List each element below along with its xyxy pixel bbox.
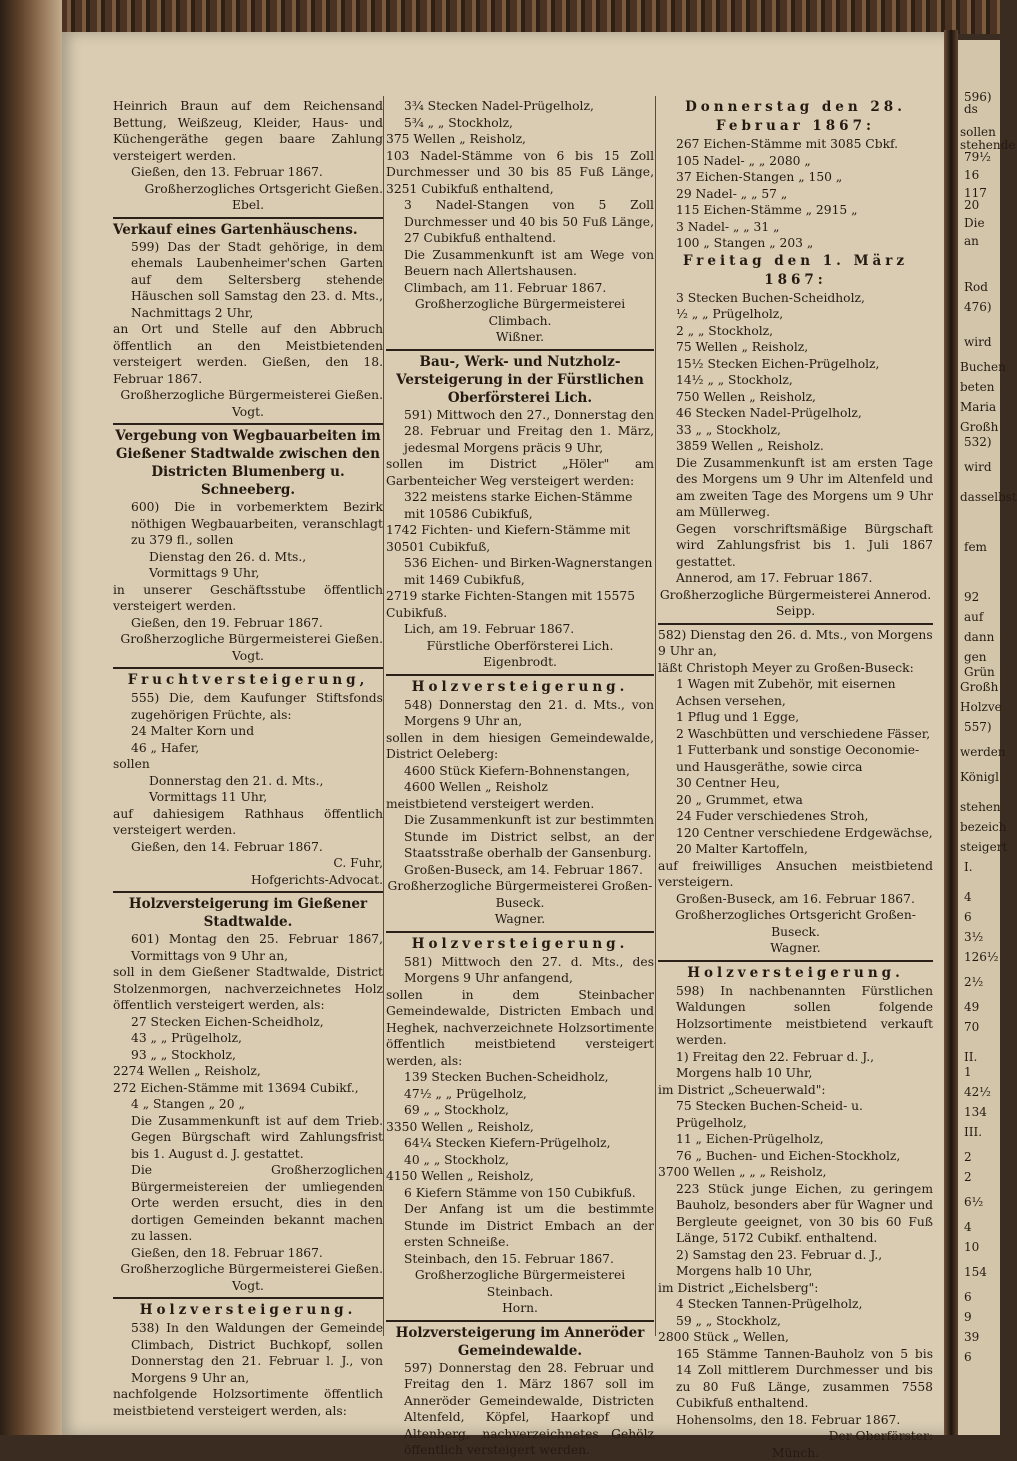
next-page-text: 2 — [964, 1150, 972, 1164]
column-3 — [658, 98, 933, 1461]
next-page-text: 596) — [964, 90, 992, 104]
text-line: läßt Christoph Meyer zu Großen-Buseck: — [658, 660, 933, 677]
next-page-text: werden — [960, 745, 1006, 759]
text-line: Heinrich Braun auf dem Reichensand Bettung, Weißzeug, Kleider, Haus- und Küchengeräthe gegen baare Zahlung versteigert werden. — [113, 98, 383, 164]
text-line: Großen-Buseck, am 16. Februar 1867. — [658, 891, 933, 908]
text-line: im District „Scheuerwald": — [658, 1082, 933, 1099]
text-line: 115 Eichen-Stämme „ 2915 „ — [658, 202, 933, 219]
text-line: 4 „ Stangen „ 20 „ — [113, 1096, 383, 1113]
text-line: 1742 Fichten- und Kiefern-Stämme mit 30501 Cubikfuß, — [386, 522, 654, 555]
next-page-text: 79½ — [964, 150, 991, 164]
next-page-text: dasselbst — [960, 490, 1017, 504]
section-rule — [386, 674, 654, 676]
spaced-heading: Donnerstag den 28. Februar 1867: — [658, 98, 933, 136]
section-rule — [113, 217, 383, 219]
text-line: Eigenbrodt. — [386, 654, 654, 671]
next-page-text: Großh — [960, 680, 998, 694]
column-divider — [655, 96, 656, 1336]
text-line: 105 Nadel- „ „ 2080 „ — [658, 153, 933, 170]
next-page-text: fem — [964, 540, 987, 554]
text-line: 582) Dienstag den 26. d. Mts., von Morgens 9 Uhr an, — [658, 627, 933, 660]
section-rule — [113, 1297, 383, 1299]
text-line: 47½ „ „ Prügelholz, — [386, 1086, 654, 1103]
text-line: Großherzogliche Bürgermeisterei Steinbach. — [386, 1267, 654, 1300]
text-line: im District „Eichelsberg": — [658, 1280, 933, 1297]
text-line: Großherzogliche Bürgermeisterei Climbach. — [386, 296, 654, 329]
text-line: 33 „ „ Stockholz, — [658, 422, 933, 439]
next-page-text: Maria — [960, 400, 996, 414]
next-page-text: 9 — [964, 1310, 972, 1324]
next-page-text: stehen — [960, 800, 1001, 814]
text-line: 5¾ „ „ Stockholz, — [386, 115, 654, 132]
text-line: Gießen, den 18. Februar 1867. — [113, 1245, 383, 1262]
text-line: Hofgerichts-Advocat. — [113, 872, 383, 889]
text-line: 15½ Stecken Eichen-Prügelholz, — [658, 356, 933, 373]
text-line: Münch. — [658, 1445, 933, 1461]
text-line: 3 Nadel- „ „ 31 „ — [658, 219, 933, 236]
next-page-text: Buchen — [960, 360, 1006, 374]
text-line: 46 „ Hafer, — [113, 740, 383, 757]
next-page-text: auf — [964, 610, 983, 624]
section-rule — [386, 1320, 654, 1322]
next-page-fragment — [958, 40, 1000, 1435]
next-page-text: 3½ — [964, 930, 983, 944]
next-page-text: 10 — [964, 1240, 979, 1254]
next-page-text: 2 — [964, 1170, 972, 1184]
text-line: Großherzogliche Bürgermeisterei Annerod. — [658, 587, 933, 604]
text-line: Großherzogliches Ortsgericht Großen-Buseck. — [658, 907, 933, 940]
text-line: 120 Centner verschiedene Erdgewächse, — [658, 825, 933, 842]
next-page-text: sollen — [960, 125, 996, 139]
next-page-text: 126½ — [964, 950, 999, 964]
text-line: Vogt. — [113, 1278, 383, 1295]
text-line: Climbach, am 11. Februar 1867. — [386, 280, 654, 297]
next-page-text: Die — [964, 216, 985, 230]
spaced-heading: Holzversteigerung. — [113, 1301, 383, 1320]
text-line: Vogt. — [113, 404, 383, 421]
next-page-text: 4 — [964, 890, 972, 904]
book-gutter — [944, 30, 958, 1435]
next-page-text: bezeich — [960, 820, 1007, 834]
text-line: Gießen, den 13. Februar 1867. — [113, 164, 383, 181]
text-line: Der Anfang ist um die bestimmte Stunde im District Embach an der ersten Schneiße. — [386, 1201, 654, 1251]
text-line: Ebel. — [113, 197, 383, 214]
next-page-text: 6 — [964, 1290, 972, 1304]
section-heading: Holzversteigerung im Gießener Stadtwalde. — [113, 895, 383, 931]
text-line: Vormittags 9 Uhr, — [113, 565, 383, 582]
text-line: Großherzogliche Bürgermeisterei Gießen. — [113, 631, 383, 648]
text-line: Großherzogliche Bürgermeisterei Großen-Buseck. — [386, 878, 654, 911]
text-line: Wißner. — [386, 329, 654, 346]
text-line: Vormittags 11 Uhr, — [113, 789, 383, 806]
text-line: 93 „ „ Stockholz, — [113, 1047, 383, 1064]
next-page-text: Königl — [960, 770, 999, 784]
next-page-text: 557) — [964, 720, 992, 734]
text-line: 2 „ „ Stockholz, — [658, 323, 933, 340]
text-line: 597) Donnerstag den 28. Februar und Freitag den 1. März 1867 soll im Anneröder Gemeindewalde, Districten Altenfeld, Köpfel, Haarkopf und Altenberg, nachverzeichnetes Gehölz öffentlich versteigert werden. — [386, 1360, 654, 1459]
text-line: 3859 Wellen „ Reisholz. — [658, 438, 933, 455]
next-page-text: III. — [964, 1125, 982, 1139]
text-line: 223 Stück junge Eichen, zu geringem Bauholz, besonders aber für Wagner und Bergleute geeignet, von 30 bis 60 Fuß Länge, 5172 Cubikf. enthaltend. — [658, 1181, 933, 1247]
text-line: nachfolgende Holzsortimente öffentlich meistbietend versteigert werden, als: — [113, 1386, 383, 1419]
spaced-heading: Holzversteigerung. — [386, 678, 654, 697]
column-2 — [386, 98, 654, 1459]
text-line: 75 Wellen „ Reisholz, — [658, 339, 933, 356]
next-page-text: gen — [964, 650, 987, 664]
text-line: 272 Eichen-Stämme mit 13694 Cubikf., — [113, 1080, 383, 1097]
text-line: 165 Stämme Tannen-Bauholz von 5 bis 14 Zoll mittlerem Durchmesser und bis zu 80 Fuß Länge, zusammen 7558 Cubikfuß enthaltend. — [658, 1346, 933, 1412]
text-line: 538) In den Waldungen der Gemeinde Climbach, District Buchkopf, sollen Donnerstag den 21. Februar l. J., von Morgens 9 Uhr an, — [113, 1320, 383, 1386]
text-line: 750 Wellen „ Reisholz, — [658, 389, 933, 406]
text-line: soll in dem Gießener Stadtwalde, District Stolzenmorgen, nachverzeichnetes Holz öffentlich versteigert werden, als: — [113, 964, 383, 1014]
next-page-text: 92 — [964, 590, 979, 604]
next-page-text: steigert — [960, 840, 1007, 854]
text-line: ½ „ „ Prügelholz, — [658, 306, 933, 323]
text-line: sollen — [113, 756, 383, 773]
next-page-text: 16 — [964, 168, 979, 182]
section-heading: Vergebung von Wegbauarbeiten im Gießener Stadtwalde zwischen den Districten Blumenberg u. Schneeberg. — [113, 427, 383, 499]
text-line: 2719 starke Fichten-Stangen mit 15575 Cubikfuß. — [386, 588, 654, 621]
text-line: 24 Fuder verschiedenes Stroh, — [658, 808, 933, 825]
text-line: 600) Die in vorbemerktem Bezirk nöthigen Wegbauarbeiten, veranschlagt zu 379 fl., sollen — [113, 499, 383, 549]
text-line: 29 Nadel- „ „ 57 „ — [658, 186, 933, 203]
next-page-text: wird — [964, 460, 992, 474]
next-page-text: 4 — [964, 1220, 972, 1234]
next-page-text: an — [964, 234, 979, 248]
text-line: 3¾ Stecken Nadel-Prügelholz, — [386, 98, 654, 115]
text-line: 267 Eichen-Stämme mit 3085 Cbkf. — [658, 136, 933, 153]
next-page-text: 39 — [964, 1330, 979, 1344]
section-rule — [113, 667, 383, 669]
text-line: Seipp. — [658, 603, 933, 620]
next-page-text: 2½ — [964, 975, 983, 989]
next-page-text: ds — [964, 102, 978, 116]
next-page-text: beten — [960, 380, 994, 394]
text-line: Die Zusammenkunft ist zur bestimmten Stunde im District selbst, an der Staatsstraße oberhalb der Gansenburg. — [386, 812, 654, 862]
section-rule — [658, 960, 933, 962]
next-page-text: Holzve — [960, 700, 1002, 714]
text-line: 14½ „ „ Stockholz, — [658, 372, 933, 389]
book-binding-edge — [0, 0, 62, 1435]
next-page-text: 1 — [964, 1065, 972, 1079]
text-line: 75 Stecken Buchen-Scheid- u. Prügelholz, — [658, 1098, 933, 1131]
text-line: Die Zusammenkunft ist auf dem Trieb. Gegen Bürgschaft wird Zahlungsfrist bis 1. August d. J. gestattet. — [113, 1113, 383, 1163]
text-line: Die Zusammenkunft ist am ersten Tage des Morgens um 9 Uhr im Altenfeld und am zweiten Tage des Morgens um 9 Uhr am Müllerweg. — [658, 455, 933, 521]
text-line: Fürstliche Oberförsterei Lich. — [386, 638, 654, 655]
next-page-text: 6 — [964, 1350, 972, 1364]
section-rule — [113, 423, 383, 425]
text-line: C. Fuhr, — [113, 855, 383, 872]
next-page-text: 476) — [964, 300, 992, 314]
text-line: 2274 Wellen „ Reisholz, — [113, 1063, 383, 1080]
text-line: Gießen, den 14. Februar 1867. — [113, 839, 383, 856]
text-line: 581) Mittwoch den 27. d. Mts., des Morgens 9 Uhr anfangend, — [386, 954, 654, 987]
next-page-text: stehende — [960, 138, 1015, 152]
next-page-text: Rod — [964, 280, 988, 294]
section-rule — [113, 891, 383, 893]
text-line: 20 Malter Kartoffeln, — [658, 841, 933, 858]
text-line: 548) Donnerstag den 21. d. Mts., von Morgens 9 Uhr an, — [386, 697, 654, 730]
next-page-text: 154 — [964, 1265, 987, 1279]
text-line: 4600 Wellen „ Reisholz — [386, 779, 654, 796]
text-line: Der Oberförster: — [658, 1428, 933, 1445]
text-line: 4150 Wellen „ Reisholz, — [386, 1168, 654, 1185]
next-page-text: 6 — [964, 910, 972, 924]
book-top-edge — [0, 0, 1000, 34]
text-line: sollen im District „Höler" am Garbenteicher Weg versteigert werden: — [386, 456, 654, 489]
spaced-heading: Freitag den 1. März 1867: — [658, 252, 933, 290]
text-line: 555) Die, dem Kaufunger Stiftsfonds zugehörigen Früchte, als: — [113, 690, 383, 723]
text-line: Hohensolms, den 18. Februar 1867. — [658, 1412, 933, 1429]
next-page-text: Grün — [964, 665, 995, 679]
text-line: meistbietend versteigert werden. — [386, 796, 654, 813]
next-page-text: II. — [964, 1050, 977, 1064]
spaced-heading: Holzversteigerung. — [386, 935, 654, 954]
text-line: Großherzogliches Ortsgericht Gießen. — [113, 181, 383, 198]
text-line: 598) In nachbenannten Fürstlichen Waldungen sollen folgende Holzsortimente meistbietend verkauft werden. — [658, 983, 933, 1049]
text-line: 6 Kiefern Stämme von 150 Cubikfuß. — [386, 1185, 654, 1202]
section-rule — [386, 349, 654, 351]
text-line: Großherzogliche Bürgermeisterei Gießen. — [113, 387, 383, 404]
text-line: 139 Stecken Buchen-Scheidholz, — [386, 1069, 654, 1086]
section-rule — [658, 623, 933, 625]
text-line: 1 Wagen mit Zubehör, mit eisernen Achsen versehen, — [658, 676, 933, 709]
text-line: 43 „ „ Prügelholz, — [113, 1030, 383, 1047]
text-line: 24 Malter Korn und — [113, 723, 383, 740]
text-line: an Ort und Stelle auf den Abbruch öffentlich an den Meistbietenden versteigert werden. Gießen, den 18. Februar 1867. — [113, 321, 383, 387]
text-line: Annerod, am 17. Februar 1867. — [658, 570, 933, 587]
text-line: Großen-Buseck, am 14. Februar 1867. — [386, 862, 654, 879]
text-line: Wagner. — [658, 940, 933, 957]
text-line: 536 Eichen- und Birken-Wagnerstangen mit 1469 Cubikfuß, — [386, 555, 654, 588]
section-heading: Bau-, Werk- und Nutzholz-Versteigerung in der Fürstlichen Oberförsterei Lich. — [386, 353, 654, 407]
text-line: 2 Waschbütten und verschiedene Fässer, — [658, 726, 933, 743]
text-line: Donnerstag den 21. d. Mts., — [113, 773, 383, 790]
next-page-text: 70 — [964, 1020, 979, 1034]
text-line: Lich, am 19. Februar 1867. — [386, 621, 654, 638]
column-divider — [383, 96, 384, 1336]
text-line: 30 Centner Heu, — [658, 775, 933, 792]
next-page-text: 20 — [964, 198, 979, 212]
next-page-text: 49 — [964, 1000, 979, 1014]
spaced-heading: Fruchtversteigerung, — [113, 671, 383, 690]
text-line: Dienstag den 26. d. Mts., — [113, 549, 383, 566]
text-line: 11 „ Eichen-Prügelholz, — [658, 1131, 933, 1148]
text-line: auf dahiesigem Rathhaus öffentlich versteigert werden. — [113, 806, 383, 839]
text-line: 4 Stecken Tannen-Prügelholz, — [658, 1296, 933, 1313]
next-page-text: 6½ — [964, 1195, 983, 1209]
text-line: 322 meistens starke Eichen-Stämme mit 10586 Cubikfuß, — [386, 489, 654, 522]
text-line: 1 Futterbank und sonstige Oeconomie- und Hausgeräthe, sowie circa — [658, 742, 933, 775]
next-page-text: 117 — [964, 186, 987, 200]
text-line: 2800 Stück „ Wellen, — [658, 1329, 933, 1346]
text-line: 2) Samstag den 23. Februar d. J., Morgens halb 10 Uhr, — [658, 1247, 933, 1280]
text-line: 4600 Stück Kiefern-Bohnenstangen, — [386, 763, 654, 780]
text-line: 591) Mittwoch den 27., Donnerstag den 28. Februar und Freitag den 1. März, jedesmal Morgens präcis 9 Uhr, — [386, 407, 654, 457]
text-line: 1 Pflug und 1 Egge, — [658, 709, 933, 726]
text-line: 46 Stecken Nadel-Prügelholz, — [658, 405, 933, 422]
text-line: 3 Nadel-Stangen von 5 Zoll Durchmesser und 40 bis 50 Fuß Länge, 27 Cubikfuß enthaltend. — [386, 197, 654, 247]
text-line: 599) Das der Stadt gehörige, in dem ehemals Laubenheimer'schen Garten auf dem Seltersberg stehende Häuschen soll Samstag den 23. d. Mts., Nachmittags 2 Uhr, — [113, 239, 383, 322]
next-page-text: Großh — [960, 420, 998, 434]
text-line: 69 „ „ Stockholz, — [386, 1102, 654, 1119]
next-page-text: wird — [964, 335, 992, 349]
next-page-text: dann — [964, 630, 994, 644]
next-page-text: I. — [964, 860, 973, 874]
text-line: 103 Nadel-Stämme von 6 bis 15 Zoll Durchmesser und 30 bis 85 Fuß Länge, 3251 Cubikfuß enthaltend, — [386, 148, 654, 198]
text-line: 76 „ Buchen- und Eichen-Stockholz, — [658, 1148, 933, 1165]
text-line: 1) Freitag den 22. Februar d. J., Morgens halb 10 Uhr, — [658, 1049, 933, 1082]
text-line: 3700 Wellen „ „ „ Reisholz, — [658, 1164, 933, 1181]
section-rule — [386, 931, 654, 933]
text-line: 64¼ Stecken Kiefern-Prügelholz, — [386, 1135, 654, 1152]
text-line: 37 Eichen-Stangen „ 150 „ — [658, 169, 933, 186]
text-line: Gegen vorschriftsmäßige Bürgschaft wird Zahlungsfrist bis 1. Juli 1867 gestattet. — [658, 521, 933, 571]
text-line: 59 „ „ Stockholz, — [658, 1313, 933, 1330]
text-line: Horn. — [386, 1300, 654, 1317]
text-line: Die Großherzoglichen Bürgermeistereien der umliegenden Orte werden ersucht, dies in den dortigen Gemeinden bekannt machen zu lassen. — [113, 1162, 383, 1245]
text-line: 100 „ Stangen „ 203 „ — [658, 235, 933, 252]
text-line: 601) Montag den 25. Februar 1867, Vormittags von 9 Uhr an, — [113, 931, 383, 964]
text-line: 3 Stecken Buchen-Scheidholz, — [658, 290, 933, 307]
next-page-text: 532) — [964, 435, 992, 449]
text-line: 40 „ „ Stockholz, — [386, 1152, 654, 1169]
text-line: sollen in dem Steinbacher Gemeindewalde, Districten Embach und Heghek, nachverzeichnete Holzsortimente öffentlich meistbietend versteigert werden, als: — [386, 987, 654, 1070]
text-line: sollen in dem hiesigen Gemeindewalde, District Oeleberg: — [386, 730, 654, 763]
column-1 — [113, 98, 383, 1419]
text-line: Steinbach, den 15. Februar 1867. — [386, 1251, 654, 1268]
text-line: 20 „ Grummet, etwa — [658, 792, 933, 809]
spaced-heading: Holzversteigerung. — [658, 964, 933, 983]
text-line: 27 Stecken Eichen-Scheidholz, — [113, 1014, 383, 1031]
next-page-text: 134 — [964, 1105, 987, 1119]
text-line: in unserer Geschäftsstube öffentlich versteigert werden. — [113, 582, 383, 615]
text-line: Wagner. — [386, 911, 654, 928]
text-line: Die Zusammenkunft ist am Wege von Beuern nach Allertshausen. — [386, 247, 654, 280]
text-line: Vogt. — [113, 648, 383, 665]
section-heading: Verkauf eines Gartenhäuschens. — [113, 221, 383, 239]
text-line: Großherzogliche Bürgermeisterei Gießen. — [113, 1261, 383, 1278]
text-line: 3350 Wellen „ Reisholz, — [386, 1119, 654, 1136]
section-heading: Holzversteigerung im Anneröder Gemeindewalde. — [386, 1324, 654, 1360]
next-page-text: 42½ — [964, 1085, 991, 1099]
text-line: auf freiwilliges Ansuchen meistbietend versteigern. — [658, 858, 933, 891]
text-line: Gießen, den 19. Februar 1867. — [113, 615, 383, 632]
text-line: 375 Wellen „ Reisholz, — [386, 131, 654, 148]
